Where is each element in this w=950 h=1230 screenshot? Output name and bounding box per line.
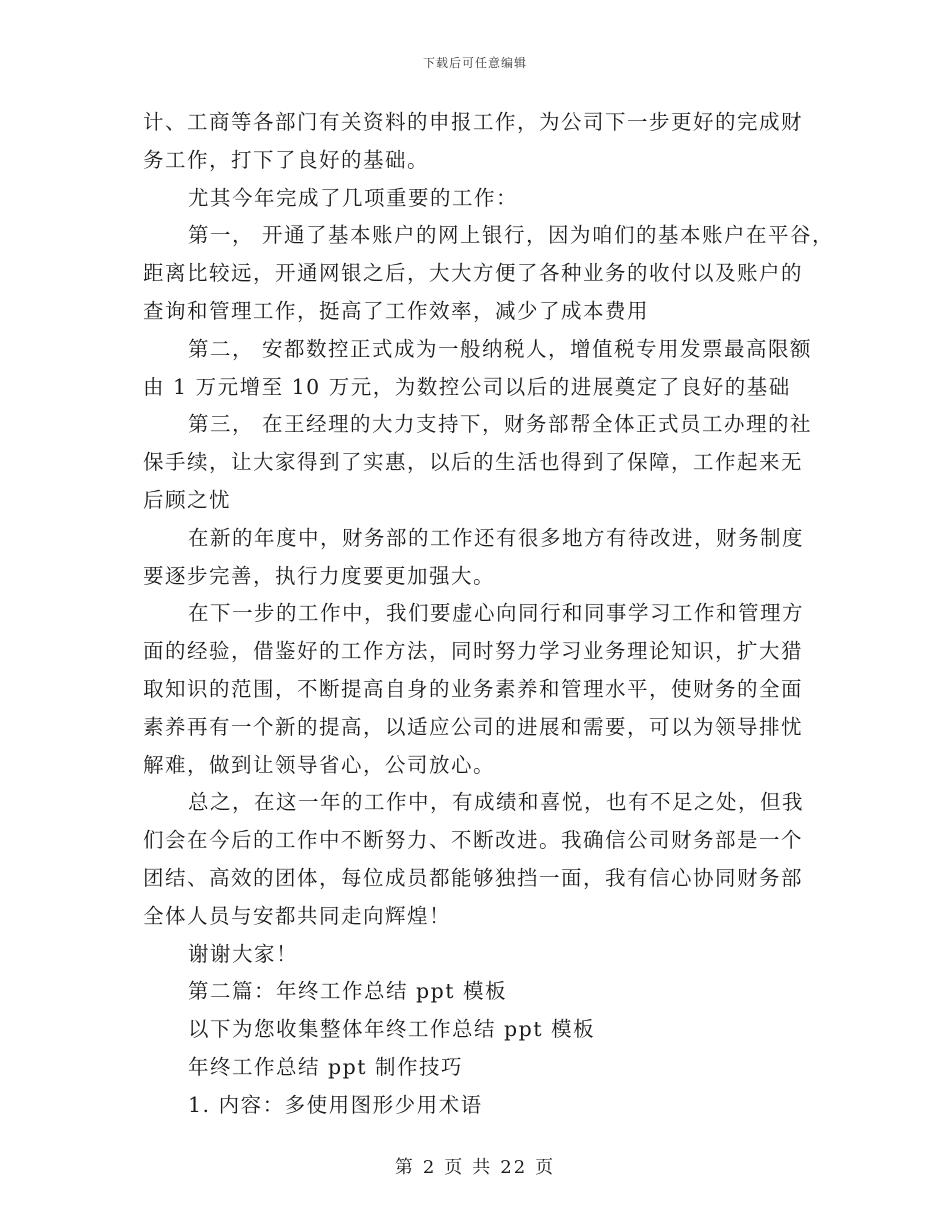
page-label-mid: 页 (444, 1157, 465, 1178)
current-page-number: 2 (422, 1157, 437, 1178)
paragraph-line: 面的经验，借鉴好的工作方法，同时努力学习业务理论知识，扩大猎 (143, 639, 803, 664)
total-pages-number: 22 (500, 1157, 528, 1178)
list-item: 1. 内容：多使用图形少用术语 (188, 1092, 483, 1117)
paragraph-line: 团结、高效的团体，每位成员都能够独挡一面，我有信心协同财务部 (143, 865, 803, 890)
paragraph-line: 素养再有一个新的提高，以适应公司的进展和需要，可以为领导排忧 (143, 714, 803, 739)
paragraph-line: 尤其今年完成了几项重要的工作： (188, 185, 518, 210)
paragraph-line: 第二， 安都数控正式成为一般纳税人，增值税专用发票最高限额 (188, 336, 813, 361)
page-header: 下载后可任意编辑 (422, 56, 527, 70)
paragraph-line: 全体人员与安都共同走向辉煌！ (143, 903, 451, 928)
page-label-suffix: 页 (535, 1157, 556, 1178)
paragraph-line: 谢谢大家！ (188, 941, 298, 966)
section-heading: 第二篇：年终工作总结 ppt 模板 (188, 979, 508, 1004)
paragraph-line: 在新的年度中，财务部的工作还有很多地方有待改进，财务制度 (188, 525, 804, 550)
paragraph-line: 后顾之忧 (143, 487, 231, 512)
paragraph-line: 保手续，让大家得到了实惠，以后的生活也得到了保障，工作起来无 (143, 450, 803, 475)
paragraph-line: 查询和管理工作，挺高了工作效率，减少了成本费用 (143, 298, 649, 323)
paragraph-line: 总之，在这一年的工作中，有成绩和喜悦，也有不足之处，但我 (188, 790, 804, 815)
paragraph-line: 解难，做到让领导省心，公司放心。 (143, 752, 495, 777)
paragraph-line: 在下一步的工作中，我们要虚心向同行和同事学习工作和管理方 (188, 601, 804, 626)
paragraph-line: 以下为您收集整体年终工作总结 ppt 模板 (188, 1017, 596, 1042)
paragraph-line: 要逐步完善，执行力度要更加强大。 (143, 563, 495, 588)
paragraph-line: 由 1 万元增至 10 万元，为数控公司以后的进展奠定了良好的基础 (143, 374, 791, 399)
page-label-prefix: 第 (394, 1157, 415, 1178)
paragraph-line: 第一， 开通了基本账户的网上银行，因为咱们的基本账户在平谷， (188, 223, 835, 248)
paragraph-line: 计、工商等各部门有关资料的申报工作，为公司下一步更好的完成财 (143, 110, 803, 134)
paragraph-line: 距离比较远，开通网银之后，大大方便了各种业务的收付以及账户的 (143, 261, 803, 286)
paragraph-line: 第三， 在王经理的大力支持下，财务部帮全体正式员工办理的社 (188, 412, 813, 437)
total-label: 共 (472, 1157, 493, 1178)
paragraph-line: 取知识的范围，不断提高自身的业务素养和管理水平，使财务的全面 (143, 676, 803, 701)
document-body (143, 104, 835, 1125)
subheading: 年终工作总结 ppt 制作技巧 (188, 1054, 464, 1079)
paragraph-line: 务工作，打下了良好的基础。 (143, 147, 429, 172)
paragraph-line: 们会在今后的工作中不断努力、不断改进。我确信公司财务部是一个 (143, 828, 803, 853)
page-footer (0, 1153, 950, 1179)
